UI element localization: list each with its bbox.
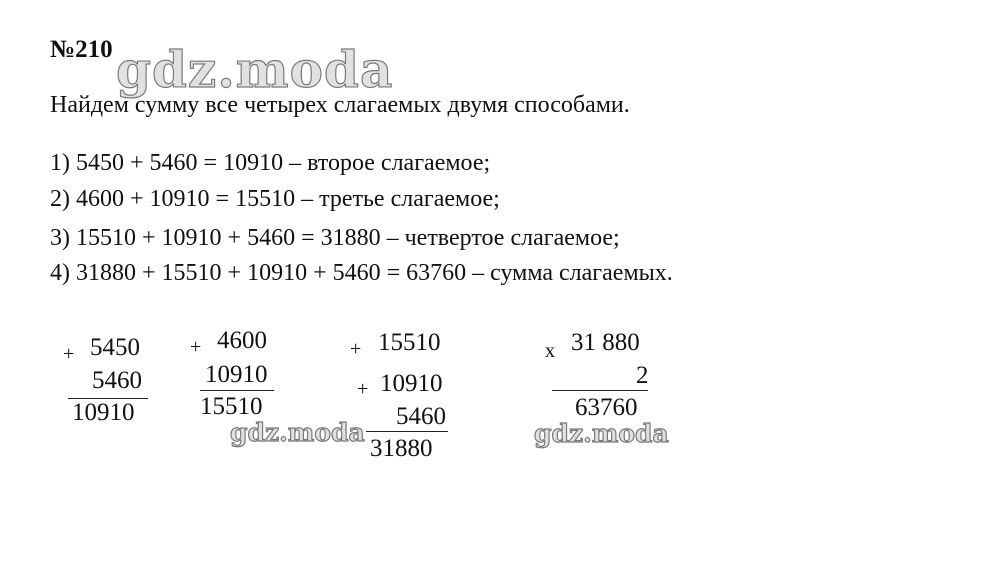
solution-step-1: 1) 5450 + 5460 = 10910 – второе слагаемое;: [50, 150, 491, 176]
solution-step-2: 2) 4600 + 10910 = 15510 – третье слагаемое;: [50, 186, 500, 212]
multiply-sign: x: [545, 340, 555, 362]
addend-top: 15510: [378, 329, 441, 356]
product-result: 63760: [575, 394, 638, 421]
addend-top: 5450: [90, 334, 140, 361]
sum-line: [200, 390, 274, 391]
solution-step-3: 3) 15510 + 10910 + 5460 = 31880 – четвертое слагаемое;: [50, 225, 620, 251]
intro-text: Найдем сумму все четырех слагаемых двумя способами.: [50, 92, 630, 118]
sum-result: 15510: [200, 393, 263, 420]
factor-top: 31 880: [571, 329, 640, 356]
sum-result: 31880: [370, 435, 433, 462]
watermark-logo: gdz.moda: [230, 418, 365, 447]
sum-line: [366, 431, 448, 432]
watermark-logo: gdz.moda: [534, 419, 669, 448]
product-line: [552, 390, 648, 391]
addend-bottom: 5460: [396, 403, 446, 430]
plus-sign: +: [190, 336, 202, 358]
plus-sign: +: [63, 343, 75, 365]
watermark-logo: gdz.moda: [116, 40, 394, 99]
plus-sign: +: [357, 378, 369, 400]
plus-sign: +: [350, 338, 362, 360]
addend-top: 4600: [217, 327, 267, 354]
problem-number: №210: [50, 36, 113, 63]
addend-middle: 10910: [380, 370, 443, 397]
addend-bottom: 5460: [92, 367, 142, 394]
sum-result: 10910: [72, 399, 135, 426]
factor-bottom: 2: [636, 362, 649, 389]
solution-step-4: 4) 31880 + 15510 + 10910 + 5460 = 63760 – сумма слагаемых.: [50, 260, 673, 286]
addend-bottom: 10910: [205, 361, 268, 388]
